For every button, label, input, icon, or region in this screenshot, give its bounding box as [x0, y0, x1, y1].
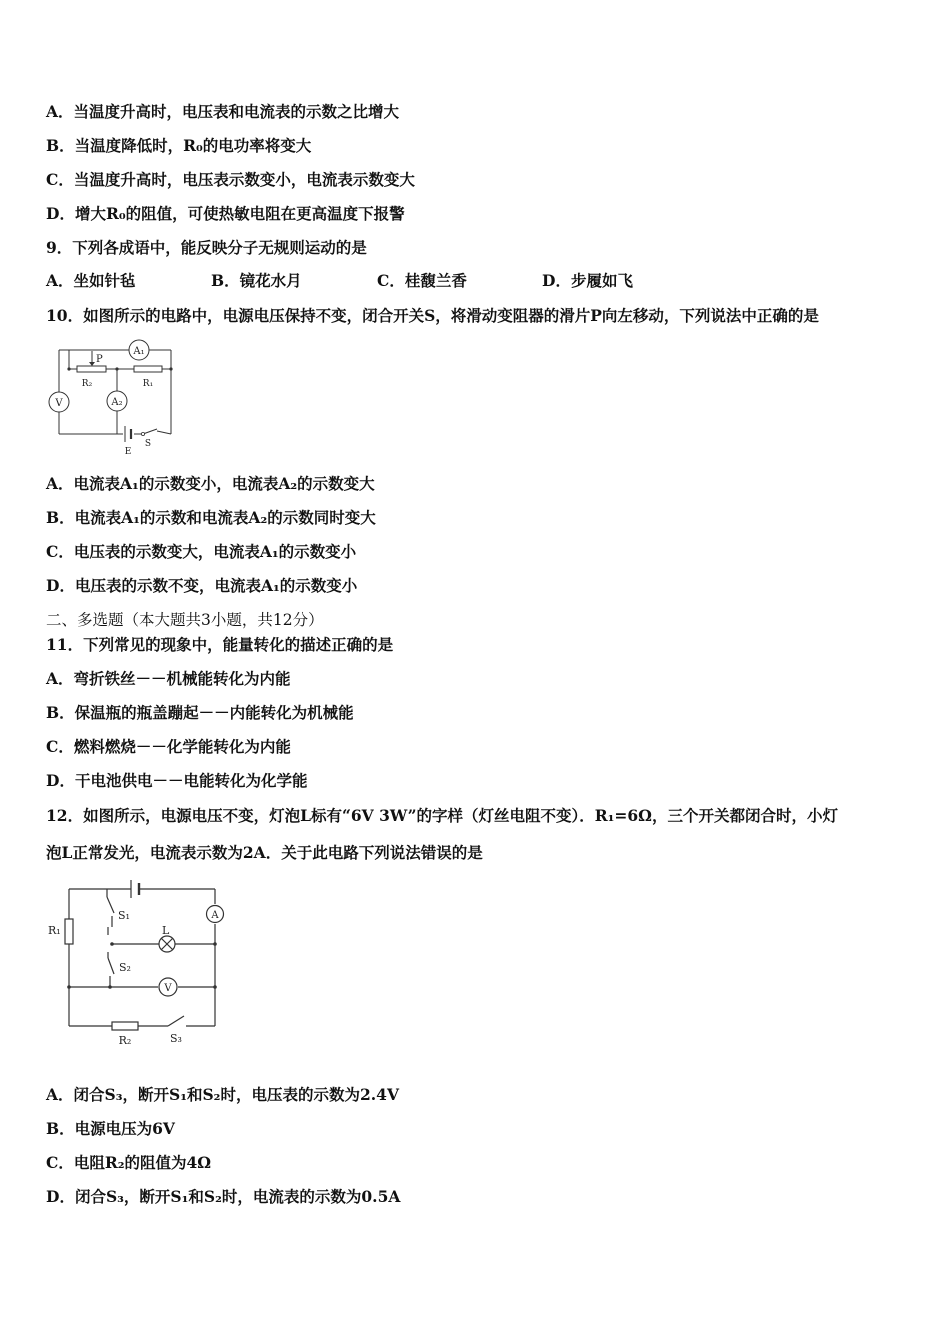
q10-slider-arrow-icon: [89, 362, 95, 366]
q8-option-c: C．当温度升高时，电压表示数变小，电流表示数变大: [46, 170, 415, 189]
q12-label-l: L: [162, 924, 170, 937]
q8-option-b: B．当温度降低时，R₀的电功率将变大: [46, 136, 312, 155]
q9-option-d: D．步履如飞: [542, 271, 633, 290]
q10-label-p: P: [96, 354, 103, 365]
q10-label-v: V: [55, 398, 63, 409]
q12-lamp-icon: [159, 936, 175, 952]
q11-stem: 11．下列常见的现象中，能量转化的描述正确的是: [46, 635, 394, 654]
q12-battery: [131, 880, 139, 898]
q12-stem-line1: 12．如图所示，电源电压不变，灯泡L标有“6V 3W”的字样（灯丝电阻不变）．R₁=6Ω，三个开关都闭合时，小灯: [46, 806, 838, 825]
section-title-multiple-choice: 二、多选题（本大题共3小题，共12分）: [46, 611, 324, 629]
q12-stem-line2: 泡L正常发光，电流表示数为2A．关于此电路下列说法错误的是: [46, 843, 483, 862]
q10-label-r2: R₂: [81, 379, 93, 389]
q8-option-a: A．当温度升高时，电压表和电流表的示数之比增大: [46, 102, 400, 121]
q12-option-b: B．电源电压为6V: [46, 1119, 175, 1138]
q12-label-s3: S₃: [170, 1032, 182, 1045]
q10-circuit-diagram: [46, 338, 186, 460]
q11-option-a: A．弯折铁丝－－机械能转化为内能: [46, 669, 291, 688]
q10-label-a2: A₂: [111, 397, 123, 408]
q12-label-a: A: [211, 910, 219, 921]
q10-resistor-r1: [134, 366, 162, 372]
q10-battery: [125, 426, 131, 442]
q10-voltmeter: [49, 392, 69, 412]
q10-label-s: S: [144, 439, 152, 449]
q9-stem: 9．下列各成语中，能反映分子无规则运动的是: [46, 238, 367, 257]
q9-option-a: A．坐如针毡: [46, 271, 136, 290]
q12-resistor-r2: [112, 1022, 138, 1030]
q10-resistor-r2: [77, 366, 106, 372]
q8-option-d: D．增大R₀的阻值，可使热敏电阻在更高温度下报警: [46, 204, 405, 223]
q10-option-c: C．电压表的示数变大，电流表A₁的示数变小: [46, 542, 357, 561]
q10-stem: 10．如图所示的电路中，电源电压保持不变，闭合开关S，将滑动变阻器的滑片P向左移动，下列说法中正确的是: [46, 306, 819, 325]
q12-option-c: C．电阻R₂的阻值为4Ω: [46, 1153, 212, 1172]
q11-option-b: B．保温瓶的瓶盖蹦起－－内能转化为机械能: [46, 703, 354, 722]
q10-label-e: E: [124, 447, 132, 457]
q10-switch-contact: [141, 432, 144, 435]
q10-option-b: B．电流表A₁的示数和电流表A₂的示数同时变大: [46, 508, 376, 527]
q12-option-a: A．闭合S₃，断开S₁和S₂时，电压表的示数为2.4V: [46, 1085, 399, 1104]
q12-label-r1: R₁: [48, 924, 61, 937]
q12-option-d: D．闭合S₃，断开S₁和S₂时，电流表的示数为0.5A: [46, 1187, 401, 1206]
q10-ammeter-a1: [129, 340, 149, 360]
q12-voltmeter: [159, 978, 177, 996]
q12-label-r2: R₂: [118, 1034, 132, 1047]
q11-option-c: C．燃料燃烧－－化学能转化为内能: [46, 737, 291, 756]
q10-ammeter-a2: [107, 391, 127, 411]
q12-circuit-diagram: [46, 876, 236, 1054]
q12-label-s1: S₁: [118, 909, 130, 922]
q12-label-v: V: [164, 983, 172, 994]
q12-ammeter: [207, 906, 224, 923]
q9-option-c: C．桂馥兰香: [377, 271, 467, 290]
q10-label-r1: R₁: [142, 379, 154, 389]
q12-resistor-r1: [65, 919, 73, 944]
q9-option-b: B．镜花水月: [211, 271, 302, 290]
q11-option-d: D．干电池供电－－电能转化为化学能: [46, 771, 308, 790]
q10-option-a: A．电流表A₁的示数变小，电流表A₂的示数变大: [46, 474, 375, 493]
q10-label-a1: A₁: [133, 346, 145, 357]
q10-option-d: D．电压表的示数不变，电流表A₁的示数变小: [46, 576, 358, 595]
q12-label-s2: S₂: [119, 961, 131, 974]
